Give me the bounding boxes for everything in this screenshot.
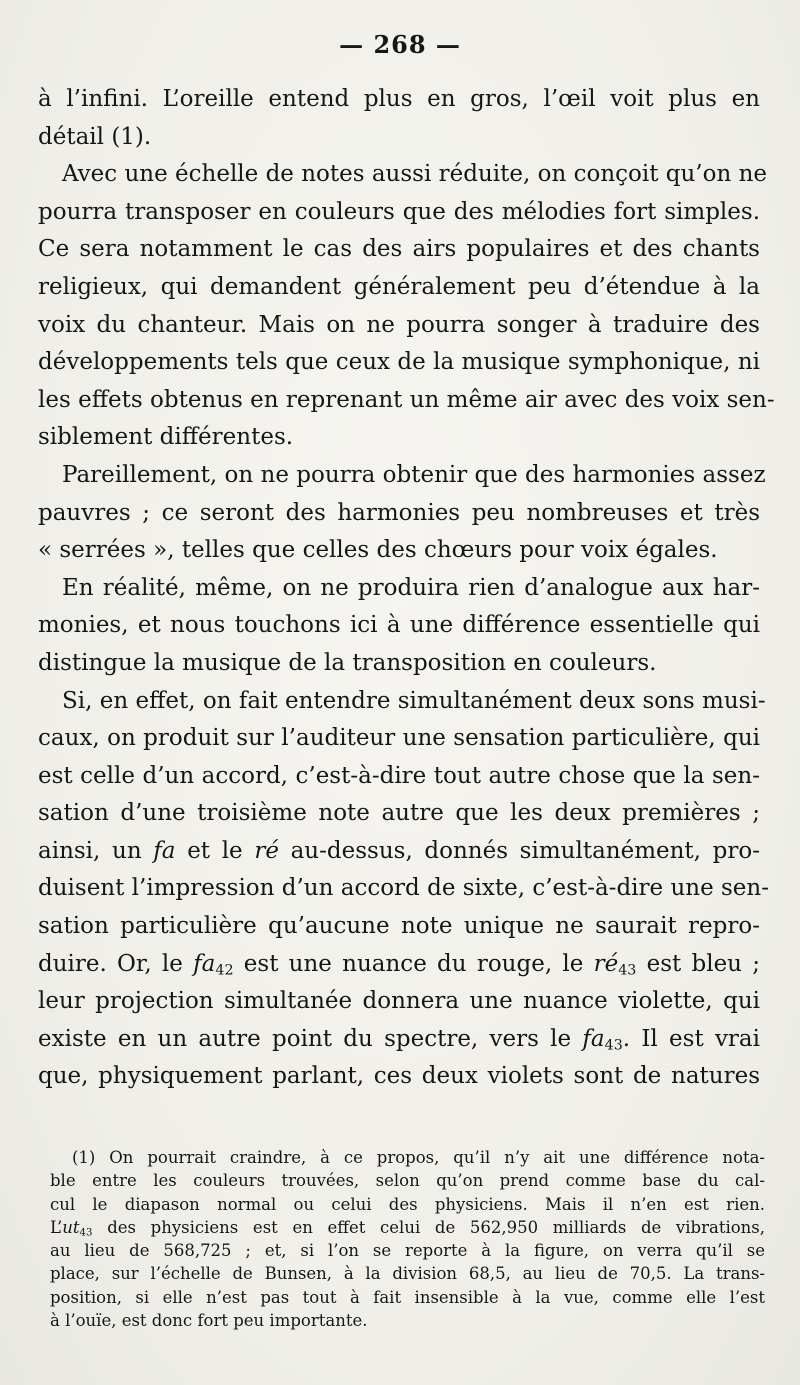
italic-text: ut <box>62 1217 80 1237</box>
subscript: 43 <box>79 1227 93 1239</box>
text-segment: Avec une échelle de notes aussi réduite, on conçoit qu’on ne <box>62 161 768 188</box>
text-segment: sation particulière qu’aucune note unique ne saurait repro- <box>38 913 760 940</box>
footnote-line <box>50 1146 765 1169</box>
text-line <box>38 119 760 157</box>
text-line <box>38 532 760 570</box>
text-line <box>38 570 760 608</box>
text-segment: monies, et nous touchons ici à une différence essentielle qui <box>38 612 760 639</box>
text-segment: (1) On pourrait craindre, à ce propos, qu’il n’y ait une différence nota- <box>72 1148 765 1167</box>
text-segment: pauvres ; ce seront des harmonies peu nombreuses et très <box>38 499 760 526</box>
text-segment: au lieu de 568,725 ; et, si l’on se reporte à la figure, on verra qu’il se <box>50 1241 765 1261</box>
italic-text: fa <box>193 950 216 977</box>
subscript: 42 <box>215 962 234 979</box>
text-segment: que, physiquement parlant, ces deux violets sont de natures <box>38 1063 760 1090</box>
text-line <box>38 946 760 984</box>
text-segment: développements tels que ceux de la musique symphonique, ni <box>38 349 760 376</box>
footnote-line <box>50 1262 765 1285</box>
text-segment: détail (1). <box>38 123 152 150</box>
footnote-line <box>50 1193 765 1216</box>
text-line <box>38 457 766 495</box>
subscript: 43 <box>604 1037 623 1054</box>
text-segment: . Il est vrai <box>622 1025 760 1052</box>
footnote-line <box>50 1169 765 1192</box>
text-segment: à l’ouïe, est donc fort peu importante. <box>50 1311 368 1331</box>
text-line <box>38 81 760 119</box>
text-segment: est une nuance du rouge, le <box>233 950 594 977</box>
text-segment: et le <box>175 837 255 864</box>
text-segment: place, sur l’échelle de Bunsen, à la division 68,5, au lieu de 70,5. La trans- <box>50 1264 765 1284</box>
text-line <box>38 870 769 908</box>
text-segment: duire. Or, le <box>38 950 194 977</box>
text-line <box>38 194 760 232</box>
text-line <box>38 908 760 946</box>
text-line <box>38 156 768 194</box>
text-segment: pourra transposer en couleurs que des mélodies fort simples. <box>38 198 760 225</box>
text-segment: voix du chanteur. Mais on ne pourra songer à traduire des <box>38 311 760 338</box>
text-line <box>38 344 760 382</box>
text-line <box>38 758 760 796</box>
footnote <box>50 1146 765 1332</box>
text-segment: sation d’une troisième note autre que les deux premières ; <box>38 800 760 827</box>
text-line <box>38 419 760 457</box>
text-line <box>38 382 775 420</box>
text-line <box>38 495 760 533</box>
text-segment: des physiciens est en effet celui de 562,950 milliards de vibrations, <box>92 1217 765 1237</box>
text-segment: En réalité, même, on ne produira rien d’analogue aux har- <box>62 574 760 601</box>
page-number: — 268 — <box>339 30 461 59</box>
text-segment: à l’infini. L’oreille entend plus en gros, l’œil voit plus en <box>38 86 760 112</box>
text-segment: est celle d’un accord, c’est-à-dire tout autre chose que la sen- <box>38 762 760 789</box>
text-segment: distingue la musique de la transposition en couleurs. <box>38 649 657 676</box>
italic-text: ré <box>254 837 279 864</box>
text-segment: Pareillement, on ne pourra obtenir que des harmonies assez <box>62 461 766 488</box>
text-segment: Ce sera notamment le cas des airs populaires et des chants <box>38 236 760 263</box>
italic-text: ré <box>593 950 619 977</box>
text-segment: existe en un autre point du spectre, vers le <box>38 1025 583 1052</box>
text-segment: est bleu ; <box>636 950 760 977</box>
text-segment: position, si elle n’est pas tout à fait insensible à la vue, comme elle l’est <box>50 1287 765 1307</box>
text-line <box>38 307 760 345</box>
text-segment: au-dessus, donnés simultanément, pro- <box>278 837 760 864</box>
text-segment: cul le diapason normal ou celui des physiciens. Mais il n’en est rien. <box>50 1194 765 1214</box>
text-line <box>38 1058 760 1096</box>
footnote-line <box>50 1286 765 1309</box>
subscript: 43 <box>618 962 637 979</box>
text-segment: duisent l’impression d’un accord de sixte, c’est-à-dire une sen- <box>38 875 769 902</box>
italic-text: fa <box>582 1025 605 1052</box>
text-segment: L’ <box>50 1217 63 1237</box>
text-segment: ainsi, un <box>38 837 154 864</box>
text-segment: « serrées », telles que celles des chœurs pour voix égales. <box>38 537 718 564</box>
footnote-line <box>50 1239 765 1262</box>
text-line <box>38 720 760 758</box>
text-line <box>38 795 760 833</box>
italic-text: fa <box>153 837 176 864</box>
text-line <box>38 269 760 307</box>
text-line <box>38 1021 760 1059</box>
text-line <box>38 833 760 871</box>
text-segment: les effets obtenus en reprenant un même air avec des voix sen- <box>38 386 775 413</box>
text-line <box>38 645 760 683</box>
footnote-line <box>50 1309 765 1332</box>
body-text <box>38 81 775 1096</box>
text-line <box>38 231 760 269</box>
text-segment: caux, on produit sur l’auditeur une sensation particulière, qui <box>38 725 760 752</box>
text-segment: Si, en effet, on fait entendre simultanément deux sons musi- <box>62 687 766 714</box>
text-segment: religieux, qui demandent généralement peu d’étendue à la <box>38 273 760 300</box>
text-segment: siblement différentes. <box>38 424 294 451</box>
text-line <box>38 683 766 721</box>
footnote-line <box>50 1216 765 1239</box>
text-line <box>38 607 760 645</box>
text-line <box>38 983 760 1021</box>
text-segment: ble entre les couleurs trouvées, selon qu’on prend comme base du cal- <box>50 1171 765 1191</box>
text-segment: leur projection simultanée donnera une nuance violette, qui <box>38 988 760 1015</box>
